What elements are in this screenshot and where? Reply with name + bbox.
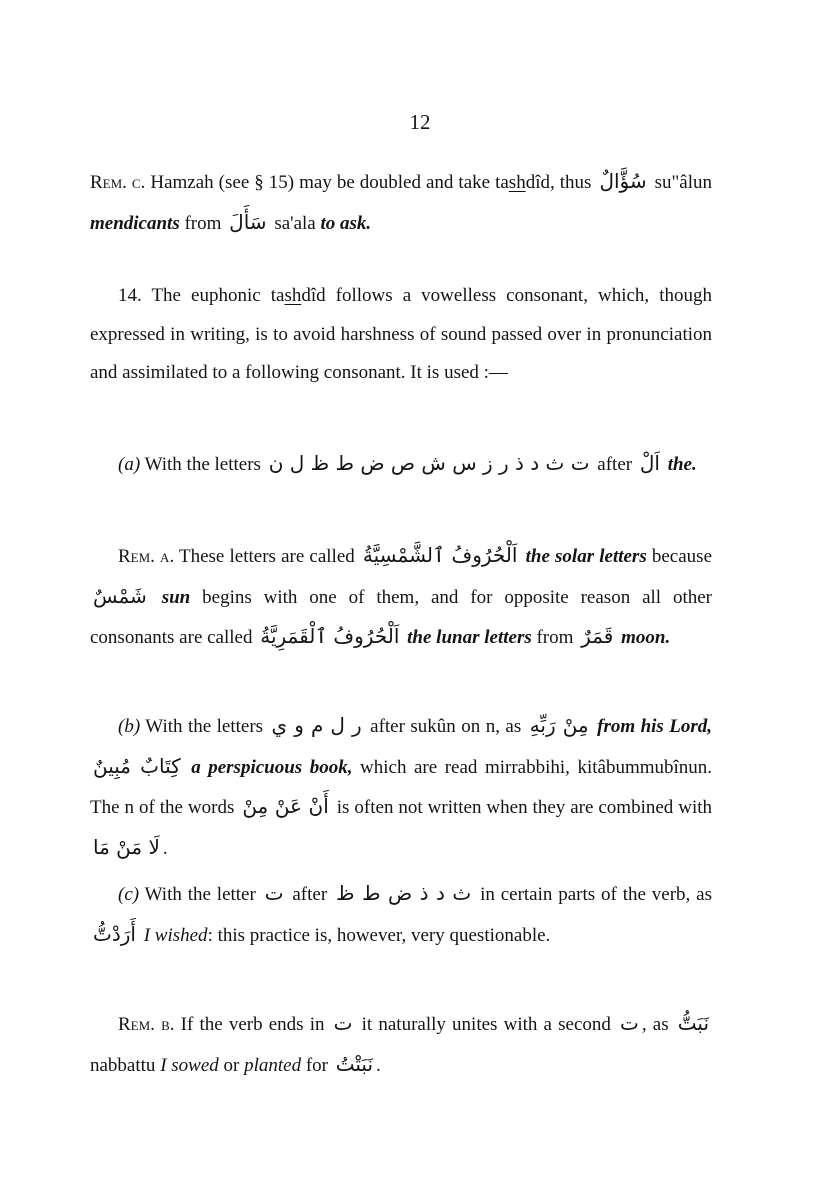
remark-b <box>90 1004 712 1085</box>
arabic-phrase: اَلْحُرُوفُ ٱلشَّمْسِيَّةُ <box>362 543 518 567</box>
transliteration: sa'ala <box>274 212 316 234</box>
paragraph-marker: (c) <box>118 884 140 905</box>
arabic-letter: ت <box>620 1011 639 1035</box>
paragraph-text: : this practice is, however, very questionable. <box>207 924 551 946</box>
page-number: 12 <box>409 110 431 134</box>
arabic-letters: ر ل م و ي <box>271 713 362 737</box>
remark-text: begins with one of them, and for opposite reason all other consonants are called <box>90 586 712 648</box>
paragraph-text: after sukûn on n, as <box>370 716 522 737</box>
arabic-word: نَبَتُّ <box>677 1011 710 1035</box>
arabic-letter: ت <box>333 1011 353 1035</box>
translation: from his Lord, <box>597 716 713 737</box>
paragraph-text: With the letters <box>145 716 264 737</box>
paragraph-marker: (b) <box>118 716 141 737</box>
remark-text: it naturally unites with a second <box>361 1014 611 1035</box>
paragraph-text: is often not written when they are combined with <box>336 797 713 818</box>
translation: to ask. <box>320 212 372 234</box>
arabic-word: شَمْسٌ <box>93 583 147 608</box>
arabic-words: لَا مَنْ مَا <box>93 834 160 859</box>
remark-text: If the verb ends in <box>180 1014 325 1035</box>
translation: planted <box>244 1054 302 1076</box>
translation: the lunar letters <box>407 627 532 648</box>
paragraph-c <box>90 874 712 955</box>
section-number: 14. <box>118 285 142 306</box>
arabic-word: سَأَلَ <box>229 209 267 234</box>
transliteration: nabbattu <box>90 1054 156 1076</box>
remark-label: Rem. b. <box>118 1014 175 1035</box>
paragraph-a <box>90 444 712 485</box>
arabic-word: اَلْ <box>639 451 660 475</box>
arabic-word: قَمَرٌ <box>581 624 614 648</box>
remark-text: for <box>305 1054 328 1076</box>
translation: I sowed <box>160 1054 219 1076</box>
paragraph-text: in certain parts of the verb, as <box>480 884 712 905</box>
section-text: dîd follows a vowelless consonant, which, though expressed in writing, is to avoid harshness of sound passed over in pronunciation and assimilated to a following consonant. It is used :— <box>90 285 712 383</box>
arabic-word: نَبَتْتُ <box>335 1051 374 1076</box>
translation: the. <box>667 454 697 475</box>
remark-c <box>90 162 712 243</box>
punctuation: . <box>162 837 168 859</box>
arabic-letters: ث د ذ ض ط ظ <box>336 881 472 905</box>
remark-text: , as <box>641 1014 669 1035</box>
translation: mendicants <box>90 212 180 234</box>
translation: the solar letters <box>525 546 647 567</box>
paragraph-text: after <box>292 884 328 905</box>
arabic-letters: ت ث د ذ ر ز س ش ص ض ط ظ ل ن <box>268 451 590 475</box>
remark-text: from <box>184 212 222 234</box>
remark-text: Hamzah (see § 15) may be doubled and take ta <box>150 172 509 193</box>
remark-a <box>90 536 712 658</box>
remark-text: or <box>223 1054 240 1076</box>
arabic-words: أَنْ عَنْ مِنْ <box>242 794 329 818</box>
translation: moon. <box>621 627 671 648</box>
translation: I wished <box>143 924 208 946</box>
arabic-phrase: كِتَابٌ مُبِينٌ <box>93 753 181 778</box>
paragraph-text: after <box>597 454 633 475</box>
arabic-phrase: مِنْ رَبِّهِ <box>529 713 589 737</box>
punctuation: . <box>376 1054 381 1076</box>
paragraph-text: With the letter <box>144 884 256 905</box>
transliteration-sh: sh <box>284 285 302 306</box>
remark-text: These letters are called <box>179 546 355 567</box>
translation: a perspicuous book, <box>191 756 353 778</box>
remark-text: dîd, <box>525 172 555 193</box>
arabic-phrase: اَلْحُرُوفُ ٱلْقَمَرِيَّةُ <box>260 624 400 648</box>
remark-text: because <box>651 546 713 567</box>
translation: sun <box>161 586 191 608</box>
paragraph-marker: (a) <box>118 454 141 475</box>
remark-label: Rem. a. <box>118 546 175 567</box>
arabic-letter: ت <box>264 881 284 905</box>
remark-text: from <box>536 627 574 648</box>
paragraph-b <box>90 706 712 868</box>
paragraph-text: which are read mirrabbihi, kitâbummubînun. The n of the words <box>90 756 713 818</box>
section-14 <box>90 277 712 393</box>
section-text: The euphonic ta <box>151 285 285 306</box>
transliteration: su"âlun <box>654 172 713 193</box>
remark-label: Rem. c. <box>90 172 146 193</box>
arabic-word: سُؤَّالٌ <box>599 169 647 193</box>
arabic-word: أَرَدْتُّ <box>93 921 136 946</box>
transliteration-sh: sh <box>508 172 526 193</box>
paragraph-text: With the letters <box>144 454 261 475</box>
remark-text: thus <box>559 172 592 193</box>
